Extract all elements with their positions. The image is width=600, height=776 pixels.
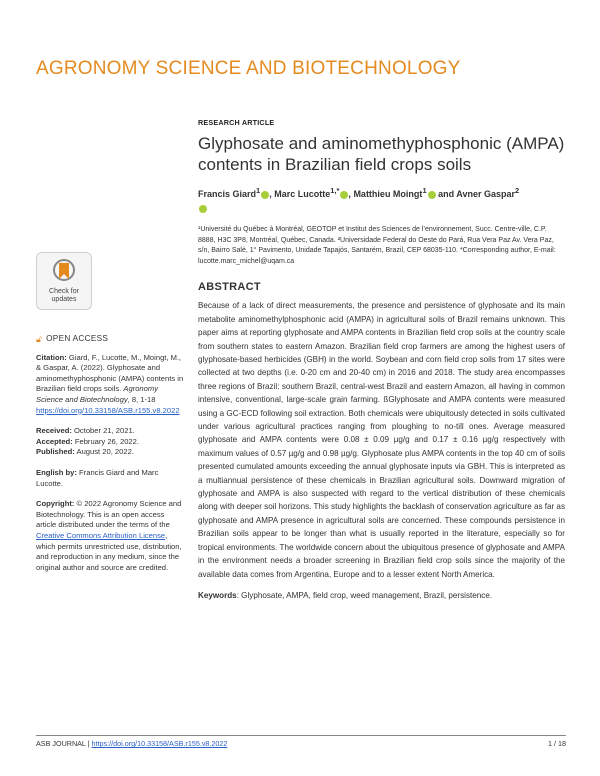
footer-divider bbox=[36, 735, 566, 736]
article-title: Glyphosate and aminomethyphosphonic (AMPA) contents in Brazilian field crops soils bbox=[198, 134, 565, 174]
author: Francis Giard bbox=[198, 189, 257, 199]
orcid-icon[interactable] bbox=[261, 191, 269, 199]
english-by: English by: Francis Giard and Marc Lucotte. bbox=[36, 467, 159, 488]
abstract-heading: ABSTRACT bbox=[198, 281, 261, 294]
article-main bbox=[198, 118, 565, 600]
orcid-icon[interactable] bbox=[199, 205, 207, 213]
open-lock-icon: 🔓︎ bbox=[36, 334, 43, 344]
open-access-label: OPEN ACCESS bbox=[46, 334, 109, 343]
author: Avner Gaspar bbox=[456, 189, 515, 199]
abstract-body: Because of a lack of direct measurements, the presence and persistence of glyphosate and its main metabolite aminomethylphosphonic acid (AMPA) in agricultural soils of Brazil remains unknown. This paper aims at reporting glyphosate and AMPA contents in Brazilian field crop soils at the country scale from southern states to eastern Amazon. Brazilian field crop farmers are among the highest users of glyphosate-based herbicides (GBH) in the world. Soybean and corn field crop soils from 17 sites were collected at two depths (i.e. 0-20 cm and 20-40 cm) in 2016 and 2018. The study area encompasses three regions of Brazil: southern Brazil, central-west Brazil and eastern Amazon, all having in common intensive, conventional, large-scale grain farming. ßGlyphosate and AMPA contents were measured using a GC-ECD following soil extraction. Both chemicals were ubiquitously detected in soils cultivated under various agricultural practices ranging from ploughing to no-till ones. Average measured glyphosate and AMPA contents were 0.08 ± 0.09 µg/g and 0.17 ± 0.16 µg/g respectively with maximum values of 0.57 µg/g and 0.98 µg/g. Glyphosate plus AMPA contents in the top 40 cm of soils presented cumulated amounts exceeding the annual glyphosate inputs via GBH. This is interpreted as a multiannual persistence of these chemicals in Brazilian agricultural soils. Downward migration of glyphosate and AMPA is also suspected with regard to the vertical distribution of these chemicals along with deeper soil horizons. This study highlights the backlash of conservation agriculture as far as glyphosate and AMPA presence in agricultural soils are concerned. These compounds persistence in Brazilian soils appear to be longer than what is usually reported in the literature, especially so for tropical environments. The worldwide concern about the ubiquitous presence of glyphosate and AMPA in the environment needs a broader screening in Brazilian field crop soils since the majority of the available data comes from Argentina, Europe and to a lesser extent North America. bbox=[198, 301, 565, 579]
orcid-icon[interactable] bbox=[340, 191, 348, 199]
author: Matthieu Moingt bbox=[353, 189, 423, 199]
open-access-badge bbox=[36, 334, 186, 345]
license-link[interactable]: Creative Commons Attribution License bbox=[36, 530, 166, 540]
author-list: Francis Giard$^1$ , Marc Lucotte$^{1,*}$ , Matthieu Moingt$^1$ and Avner Gaspar$^2$ bbox=[198, 184, 565, 215]
orcid-icon[interactable] bbox=[428, 191, 436, 199]
check-for-updates-label: Check for updates bbox=[49, 287, 79, 303]
author: Marc Lucotte bbox=[274, 189, 331, 199]
sidebar bbox=[36, 252, 186, 573]
article-type: RESEARCH ARTICLE bbox=[198, 118, 275, 127]
citation-doi-link[interactable]: https://doi.org/10.33158/ASB.r155.v8.2022 bbox=[36, 405, 180, 415]
copyright: Copyright: © 2022 Agronomy Science and Biotechnology. This is an open access article distributed under the terms of the Creative Commons Attribution License, which permits unrestricted use, distribution, and reproduction in any medium, since the original author and source are credited. bbox=[36, 499, 182, 572]
affiliations: ¹Université du Québec à Montréal, GEOTOP et Institut des Sciences de l’environnement, Succ. Centre-ville, C.P. 8888, H3C 3P8, Montréal, Québec, Canada. ²Universidade Federal do Oeste do Pará, Rua Vera Paz Av. Vera Paz, s/n, Bairro Salé, 1° Pavimento, Unidade Tapajós, Santarém, Brazil, CEP 68035-110. *Corresponding author, E-mail: lucotte.marc_michel@uqam.ca bbox=[198, 226, 556, 265]
footer-doi-link[interactable]: https://doi.org/10.33158/ASB.r155.v8.2022 bbox=[91, 739, 228, 748]
page-number: 1 / 18 bbox=[548, 739, 566, 748]
check-for-updates-badge[interactable] bbox=[36, 252, 92, 310]
keywords: Keywords: Glyphosate, AMPA, field crop, weed management, Brazil, persistence. bbox=[198, 590, 493, 600]
footer: ASB JOURNAL | https://doi.org/10.33158/ASB.r155.v8.2022 bbox=[36, 739, 228, 748]
dates: Received: October 21, 2021. Accepted: February 26, 2022. Published: August 20, 2022. bbox=[36, 426, 139, 457]
journal-name: AGRONOMY SCIENCE AND BIOTECHNOLOGY bbox=[36, 58, 461, 79]
citation: Citation: Giard, F., Lucotte, M., Moingt, M., & Gaspar, A. (2022). Glyphosate and aminomethyphosphonic (AMPA) contents in Brazilian field crops soils. Agronomy Science and Biotechnology, 8, 1-18 https://doi.org/10.33158/ASB.r155.v8.2022 bbox=[36, 352, 184, 415]
bookmark-ribbon-icon bbox=[53, 259, 75, 285]
